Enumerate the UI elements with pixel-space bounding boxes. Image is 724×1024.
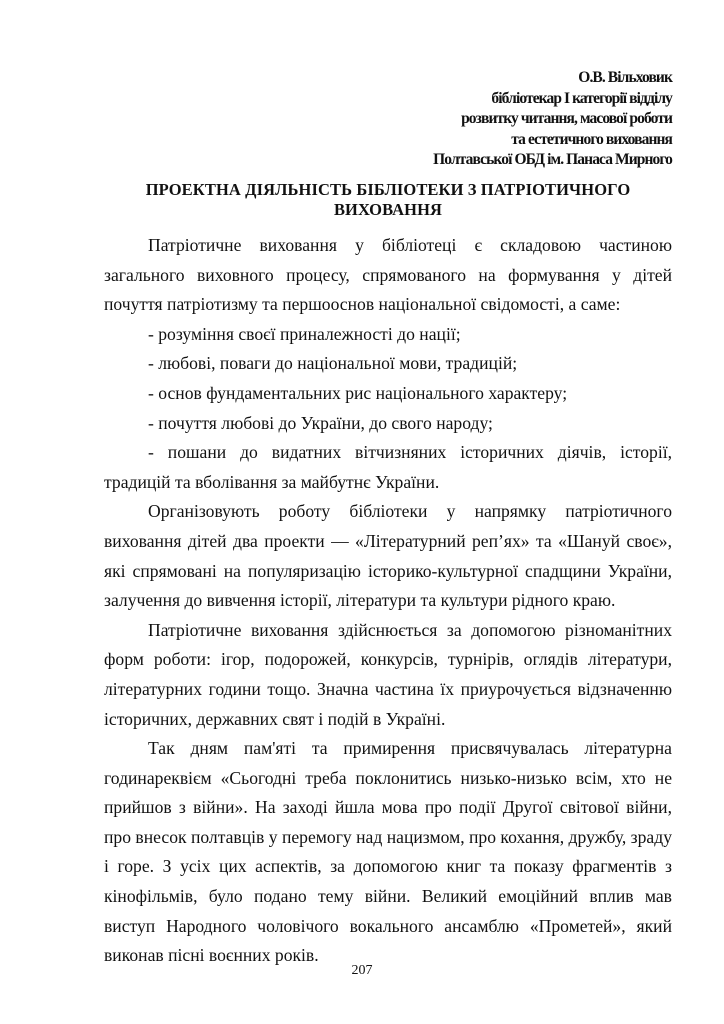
author-position-line: бібліотекар І категорії відділу [491,89,672,107]
list-item: - розуміння своєї приналежності до нації; [148,323,461,344]
article-title [104,180,672,220]
paragraph-memorial-event: Так дням пам'яті та примирення присвячувалась літературна годинареквієм «Сьогодні треба поклонитись низько-низько всім, хто не прийшов з війни». На заході йшла мова про події Другої світової війни, про внесок полтавців у перемогу над нацизмом, про кохання, дружбу, зраду і горе. З усіх цих аспектів, за допомогою книг та показу фрагментів з кінофільмів, було подано тему війни. Великий емоційний вплив мав виступ Народного чоловічого вокального ансамблю «Прометей», який виконав пісні воєнних років. [104,738,672,966]
list-item: - почуття любові до України, до свого народу; [148,412,493,433]
article-body [104,231,672,971]
author-position-line: розвитку читання, масової роботи [461,110,672,127]
title-line: ВИХОВАННЯ [333,200,443,219]
author-name: О.В. Вільховик [578,69,672,86]
author-position-line: Полтавської ОБД ім. Панаса Мирного [433,151,672,168]
page-number: 207 [351,963,373,978]
paragraph-projects: Організовують роботу бібліотеки у напрямку патріотичного виховання дітей два проекти — «Літературний реп’ях» та «Шануй своє», які спрямовані на популяризацію історико-культурної спадщини України, залучення до вивчення історії, літератури та культури рідного краю. [104,501,672,611]
list-item: - основ фундаментальних рис національного характеру; [148,382,568,403]
title-line: ПРОЕКТНА ДІЯЛЬНІСТЬ БІБЛІОТЕКИ З ПАТРІОТИЧНОГО [145,180,631,199]
list-item: - любові, поваги до національної мови, традицій; [148,353,518,374]
list-item: - пошани до видатних вітчизняних історичних діячів, історії, традицій та вболівання за майбутнє України. [104,442,672,492]
author-block [433,68,672,171]
paragraph-forms: Патріотичне виховання здійснюється за допомогою різноманітних форм роботи: ігор, подорожей, конкурсів, турнірів, оглядів літератури, літературних години тощо. Значна частина їх приурочується відзначенню історичних, державних свят і подій в Україні. [104,619,672,729]
author-position-line: та естетичного виховання [511,130,672,148]
paragraph-intro: Патріотичне виховання у бібліотеці є складовою частиною загального виховного процесу, спрямованого на формування у дітей почуття патріотизму та першооснов національної свідомості, а саме: [104,235,672,315]
